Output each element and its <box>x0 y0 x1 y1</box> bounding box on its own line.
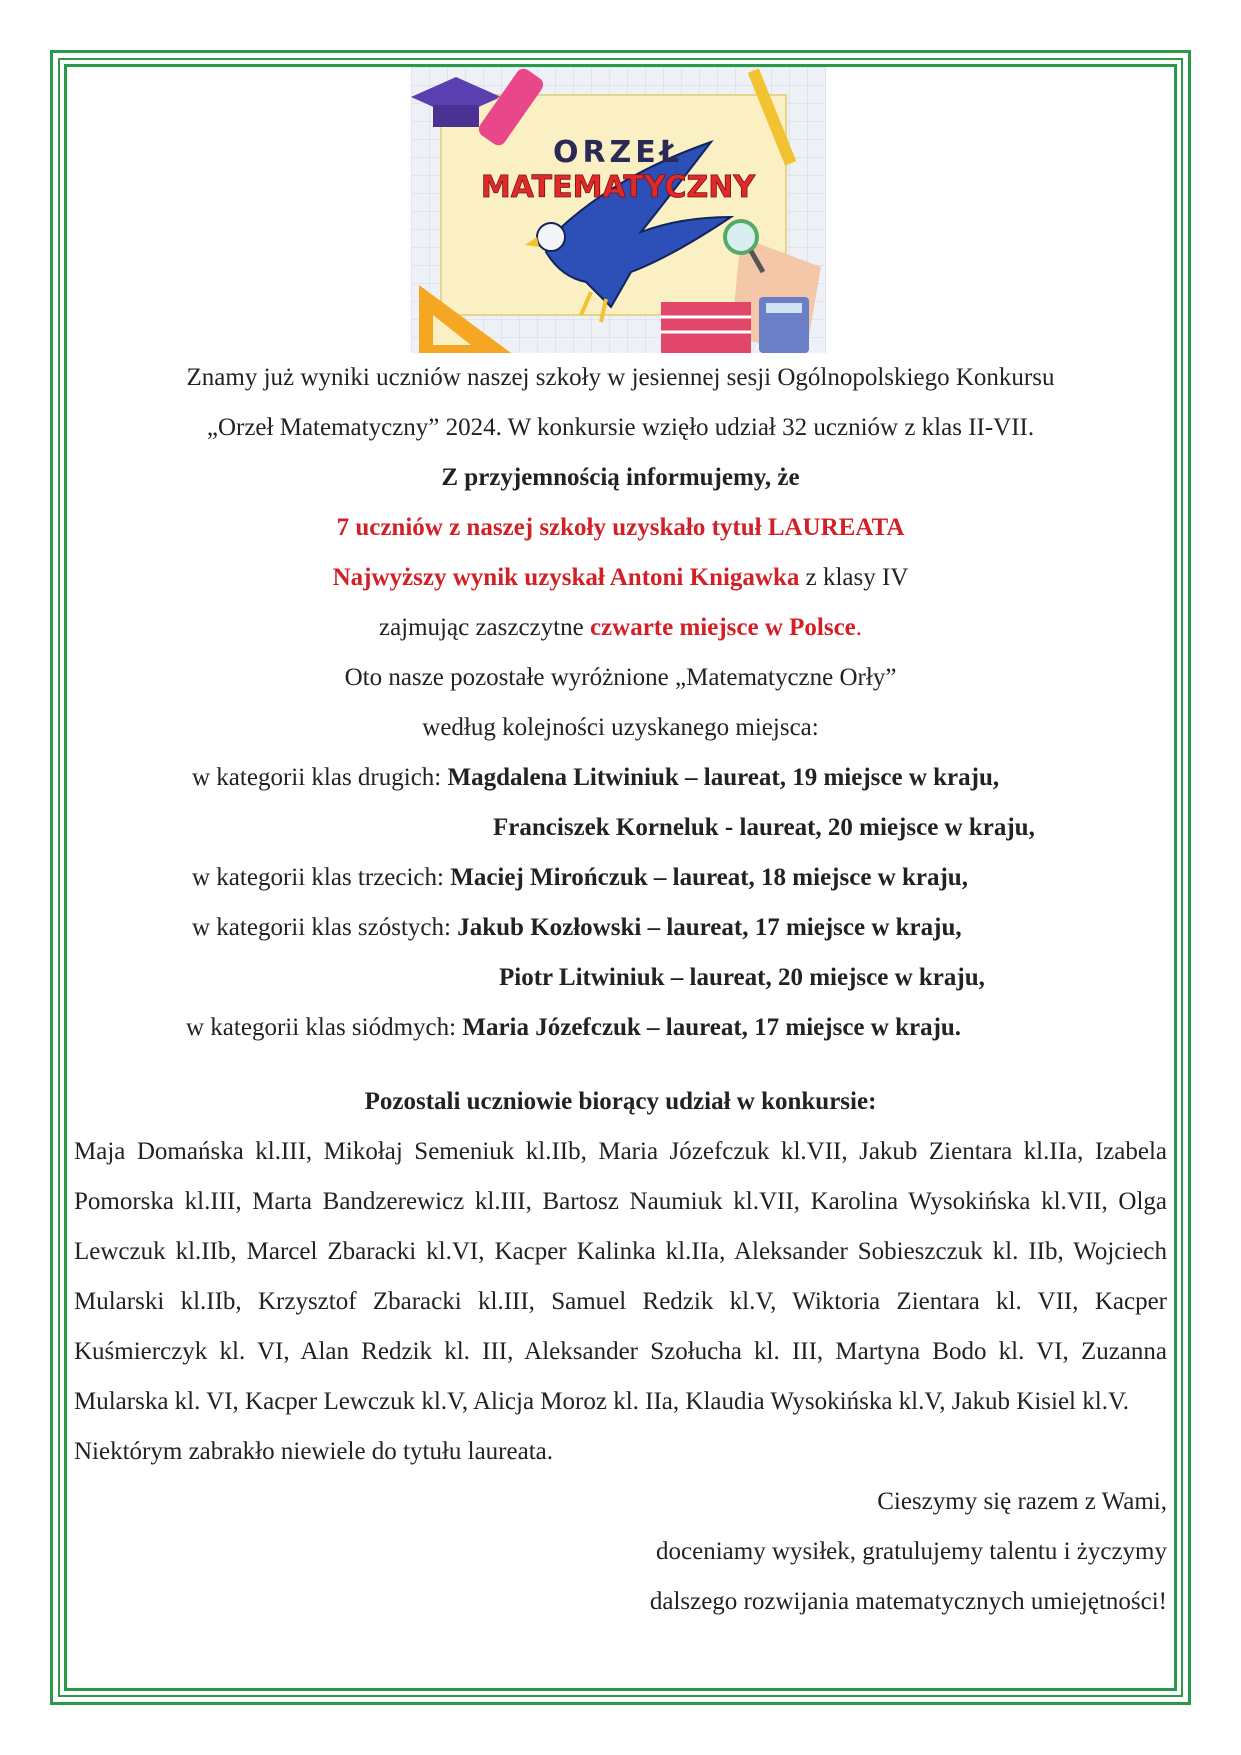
category-third <box>74 853 1167 903</box>
others-line-2: według kolejności uzyskanego miejsca: <box>422 714 819 741</box>
category-label: w kategorii klas drugich: <box>192 764 448 791</box>
category-second <box>74 753 1167 803</box>
contest-banner <box>411 67 826 353</box>
category-sixth <box>74 903 1167 953</box>
intro-line-1: Znamy już wyniki uczniów naszej szkoły w jesiennej sesji Ogólnopolskiego Konkursu <box>186 364 1055 391</box>
best-result-name: Najwyższy wynik uzyskał Antoni Knigawka <box>332 564 800 591</box>
banner-title-top: ORZEŁ <box>552 135 684 170</box>
participants-note: Niektórym zabrakło niewiele do tytułu laureata. <box>74 1438 553 1465</box>
banner-title-bottom: MATEMATYCZNY <box>480 170 756 205</box>
category-label: w kategorii klas trzecich: <box>192 864 451 891</box>
best-place-value: czwarte miejsce w Polsce <box>589 614 856 641</box>
best-place-suffix: . <box>855 614 863 641</box>
others-line-1: Oto nasze pozostałe wyróżnione „Matematyczne Orły” <box>344 664 897 691</box>
category-label: w kategorii klas siódmych: <box>186 1014 463 1041</box>
category-entry: Franciszek Korneluk - laureat, 20 miejsce w kraju, <box>493 814 1035 841</box>
announcement-heading: Z przyjemnością informujemy, że <box>441 464 800 491</box>
participants-heading: Pozostali uczniowie biorący udział w konkursie: <box>364 1088 877 1115</box>
best-place <box>74 603 1167 653</box>
intro-line-2: „Orzeł Matematyczny” 2024. W konkursie wzięło udział 32 uczniów z klas II-VII. <box>206 414 1035 441</box>
closing-line-3: dalszego rozwijania matematycznych umiejętności! <box>649 1588 1167 1615</box>
best-place-prefix: zajmując zaszczytne <box>378 614 590 641</box>
category-entry: Maciej Mirończuk – laureat, 18 miejsce w kraju, <box>450 864 968 891</box>
category-label: w kategorii klas szóstych: <box>192 914 458 941</box>
category-entry: Piotr Litwiniuk – laureat, 20 miejsce w kraju, <box>499 964 985 991</box>
category-seventh <box>74 1003 1167 1053</box>
closing-line-1: Cieszymy się razem z Wami, <box>877 1488 1167 1515</box>
closing-line-2: doceniamy wysiłek, gratulujemy talentu i życzymy <box>656 1538 1167 1565</box>
best-result-class: z klasy IV <box>799 564 909 591</box>
laureates-count: 7 uczniów z naszej szkoły uzyskało tytuł LAUREATA <box>336 514 905 541</box>
category-entry: Jakub Kozłowski – laureat, 17 miejsce w kraju, <box>457 914 962 941</box>
category-entry: Maria Józefczuk – laureat, 17 miejsce w kraju. <box>462 1014 962 1041</box>
document-body <box>74 67 1167 1627</box>
category-entry: Magdalena Litwiniuk – laureat, 19 miejsce w kraju, <box>447 764 1000 791</box>
participants-list: Maja Domańska kl.III, Mikołaj Semeniuk kl.IIb, Maria Józefczuk kl.VII, Jakub Zientara kl.IIa, Izabela Pomorska kl.III, Marta Bandzerewicz kl.III, Bartosz Naumiuk kl.VII, Karolina Wysokińska kl.VII, Olga Lewczuk kl.IIb, Marcel Zbaracki kl.VI, Kacper Kalinka kl.IIa, Aleksander Sobieszczuk kl. IIb, Wojciech Mularski kl.IIb, Krzysztof Zbaracki kl.III, Samuel Redzik kl.V, Wiktoria Zientara kl. VII, Kacper Kuśmierczyk kl. VI, Alan Redzik kl. III, Aleksander Szołucha kl. III, Martyna Bodo kl. VI, Zuzanna Mularska kl. VI, Kacper Lewczuk kl.V, Alicja Moroz kl. IIa, Klaudia Wysokińska kl.V, Jakub Kisiel kl.V. <box>74 1138 1167 1415</box>
best-result <box>74 553 1167 603</box>
